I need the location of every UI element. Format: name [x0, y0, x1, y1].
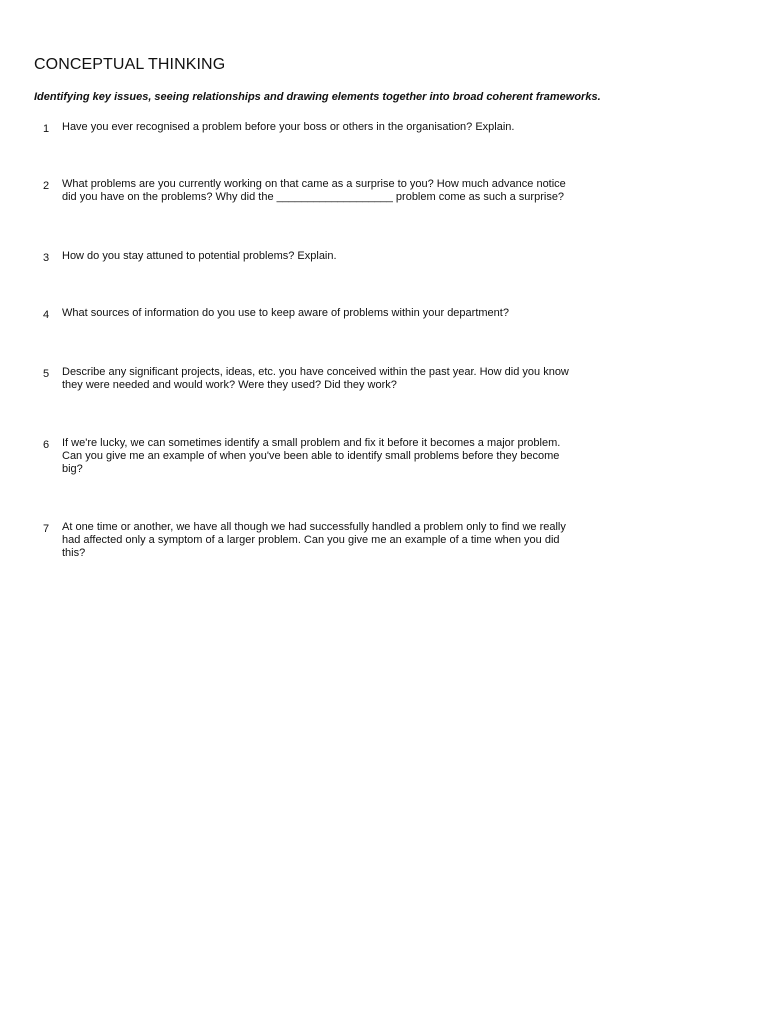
page-subtitle: Identifying key issues, seeing relationships and drawing elements together into broad coherent frameworks.: [34, 91, 601, 103]
question-line: had affected only a symptom of a larger problem. Can you give me an example of a time when you did: [62, 534, 560, 546]
question-line: did you have on the problems? Why did the ___________________ problem come as such a surprise?: [62, 191, 565, 203]
question-text: [62, 121, 622, 134]
question-text: [62, 250, 622, 263]
question-number: 1: [43, 123, 50, 135]
question-line: If we're lucky, we can sometimes identify a small problem and fix it before it becomes a major problem.: [62, 437, 561, 449]
question-number: 5: [43, 368, 50, 380]
page-title: CONCEPTUAL THINKING: [34, 56, 226, 73]
question-line: How do you stay attuned to potential problems? Explain.: [62, 250, 337, 262]
question-number: 6: [43, 439, 50, 451]
question-line: At one time or another, we have all though we had successfully handled a problem only to find we really: [62, 521, 566, 533]
question-text: [62, 521, 622, 560]
question-text: [62, 366, 622, 392]
question-text: [62, 178, 622, 204]
question-text: [62, 307, 622, 320]
question-line: Have you ever recognised a problem before your boss or others in the organisation? Explain.: [62, 121, 515, 133]
question-number: 4: [43, 309, 50, 321]
question-line: Can you give me an example of when you've been able to identify small problems before they become: [62, 450, 560, 462]
question-line: big?: [62, 463, 83, 475]
question-number: 3: [43, 252, 50, 264]
question-line: they were needed and would work? Were they used? Did they work?: [62, 379, 397, 391]
question-number: 7: [43, 523, 50, 535]
question-number: 2: [43, 180, 50, 192]
question-line: What sources of information do you use to keep aware of problems within your department?: [62, 307, 509, 319]
question-line: this?: [62, 547, 86, 559]
question-text: [62, 437, 622, 476]
question-line: Describe any significant projects, ideas, etc. you have conceived within the past year. How did you know: [62, 366, 569, 378]
question-line: What problems are you currently working on that came as a surprise to you? How much advance notice: [62, 178, 566, 190]
